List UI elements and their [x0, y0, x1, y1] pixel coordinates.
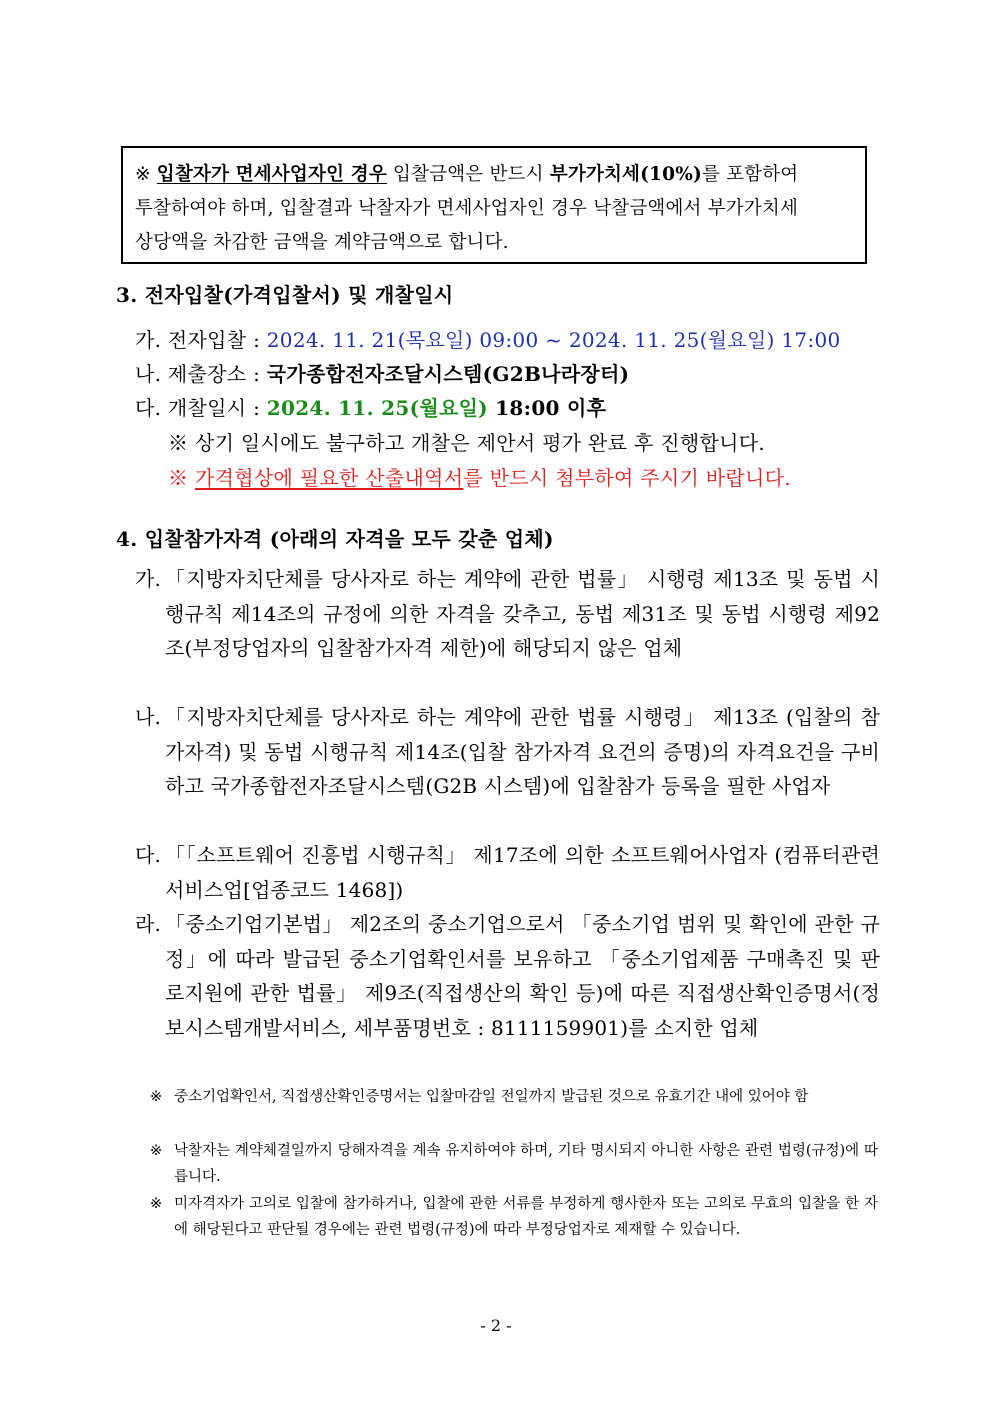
section-3-note-2: ※ 가격협상에 필요한 산출내역서를 반드시 첨부하여 주시기 바랍니다.	[168, 466, 791, 490]
section-3-heading: 3. 전자입찰(가격입찰서) 및 개찰일시	[116, 283, 454, 307]
opening-date-value: 2024. 11. 25(월요일)	[266, 396, 488, 420]
qualification-item-d: 라. 「중소기업기본법」 제2조의 중소기업으로서 「중소기업 범위 및 확인에 관한 규정」에 따라 발급된 중소기업확인서를 보유하고 「중소기업제품 구매촉진 및 판로지원에 관한 법률」 제9조(직접생산의 확인 등)에 따른 직접생산확인증명서(정보시스템개발서비스, 세부품명번호 : 8111159901)를 소지한 업체	[135, 912, 880, 1040]
section-4-heading: 4. 입찰참가자격 (아래의 자격을 모두 갖춘 업체)	[116, 527, 554, 551]
section-3-note-1: ※ 상기 일시에도 불구하고 개찰은 제안서 평가 완료 후 진행합니다.	[168, 431, 765, 455]
qualification-item-b: 나. 「지방자치단체를 당사자로 하는 계약에 관한 법률 시행령」 제13조 (입찰의 참가자격) 및 동법 시행규칙 제14조(입찰 참가자격 요건의 증명)의 자격요건을 구비하고 국가종합전자조달시스템(G2B 시스템)에 입찰참가 등록을 필한 사업자	[135, 705, 880, 798]
notice-lead: 입찰자가 면세사업자인 경우	[156, 164, 387, 185]
vat-rate: 부가가치세(10%)	[549, 164, 702, 185]
page-number: - 2 -	[480, 1316, 512, 1335]
submission-place-value: 국가종합전자조달시스템(G2B나라장터)	[266, 362, 630, 386]
qualification-item-c: 다. 「「소프트웨어 진흥법 시행규칙」 제17조에 의한 소프트웨어사업자 (컴퓨터관련서비스업[업종코드 1468])	[135, 843, 880, 902]
qualification-item-a: 가. 「지방자치단체를 당사자로 하는 계약에 관한 법률」 시행령 제13조 및 동법 시행규칙 제14조의 규정에 의한 자격을 갖추고, 동법 제31조 및 동법 시행령 제92조(부정당업자의 입찰참가자격 제한)에 해당되지 않은 업체	[135, 567, 880, 660]
notice-line-2: 투찰하여야 하며, 입찰결과 낙찰자가 면세사업자인 경우 낙찰금액에서 부가가치세	[135, 198, 799, 219]
qualification-note-3: ※ 미자격자가 고의로 입찰에 참가하거나, 입찰에 관한 서류를 부정하게 행사한자 또는 고의로 무효의 입찰을 한 자에 해당된다고 판단될 경우에는 관련 법령(규정)에 따라 부정당업자로 제재할 수 있습니다.	[150, 1196, 878, 1238]
bid-period-line: 가. 전자입찰 : 2024. 11. 21(목요일) 09:00 ~ 2024. 11. 25(월요일) 17:00	[135, 328, 841, 352]
qualification-note-1: ※ 중소기업확인서, 직접생산확인증명서는 입찰마감일 전일까지 발급된 것으로 유효기간 내에 있어야 함	[150, 1089, 809, 1105]
qualification-note-2: ※ 낙찰자는 계약체결일까지 당해자격을 계속 유지하여야 하며, 기타 명시되지 아니한 사항은 관련 법령(규정)에 따릅니다.	[150, 1143, 878, 1185]
bid-period-value: 2024. 11. 21(목요일) 09:00 ~ 2024. 11. 25(월요일) 17:00	[266, 328, 841, 352]
vat-notice-box	[121, 146, 867, 264]
notice-line-3: 상당액을 차감한 금액을 계약금액으로 합니다.	[135, 232, 509, 253]
opening-time-value: 18:00 이후	[487, 396, 607, 420]
submission-place-line: 나. 제출장소 : 국가종합전자조달시스템(G2B나라장터)	[135, 362, 630, 386]
notice-line-1: ※ 입찰자가 면세사업자인 경우 입찰금액은 반드시 부가가치세(10%)를 포함하여	[135, 164, 799, 185]
opening-date-line: 다. 개찰일시 : 2024. 11. 25(월요일) 18:00 이후	[135, 396, 607, 420]
